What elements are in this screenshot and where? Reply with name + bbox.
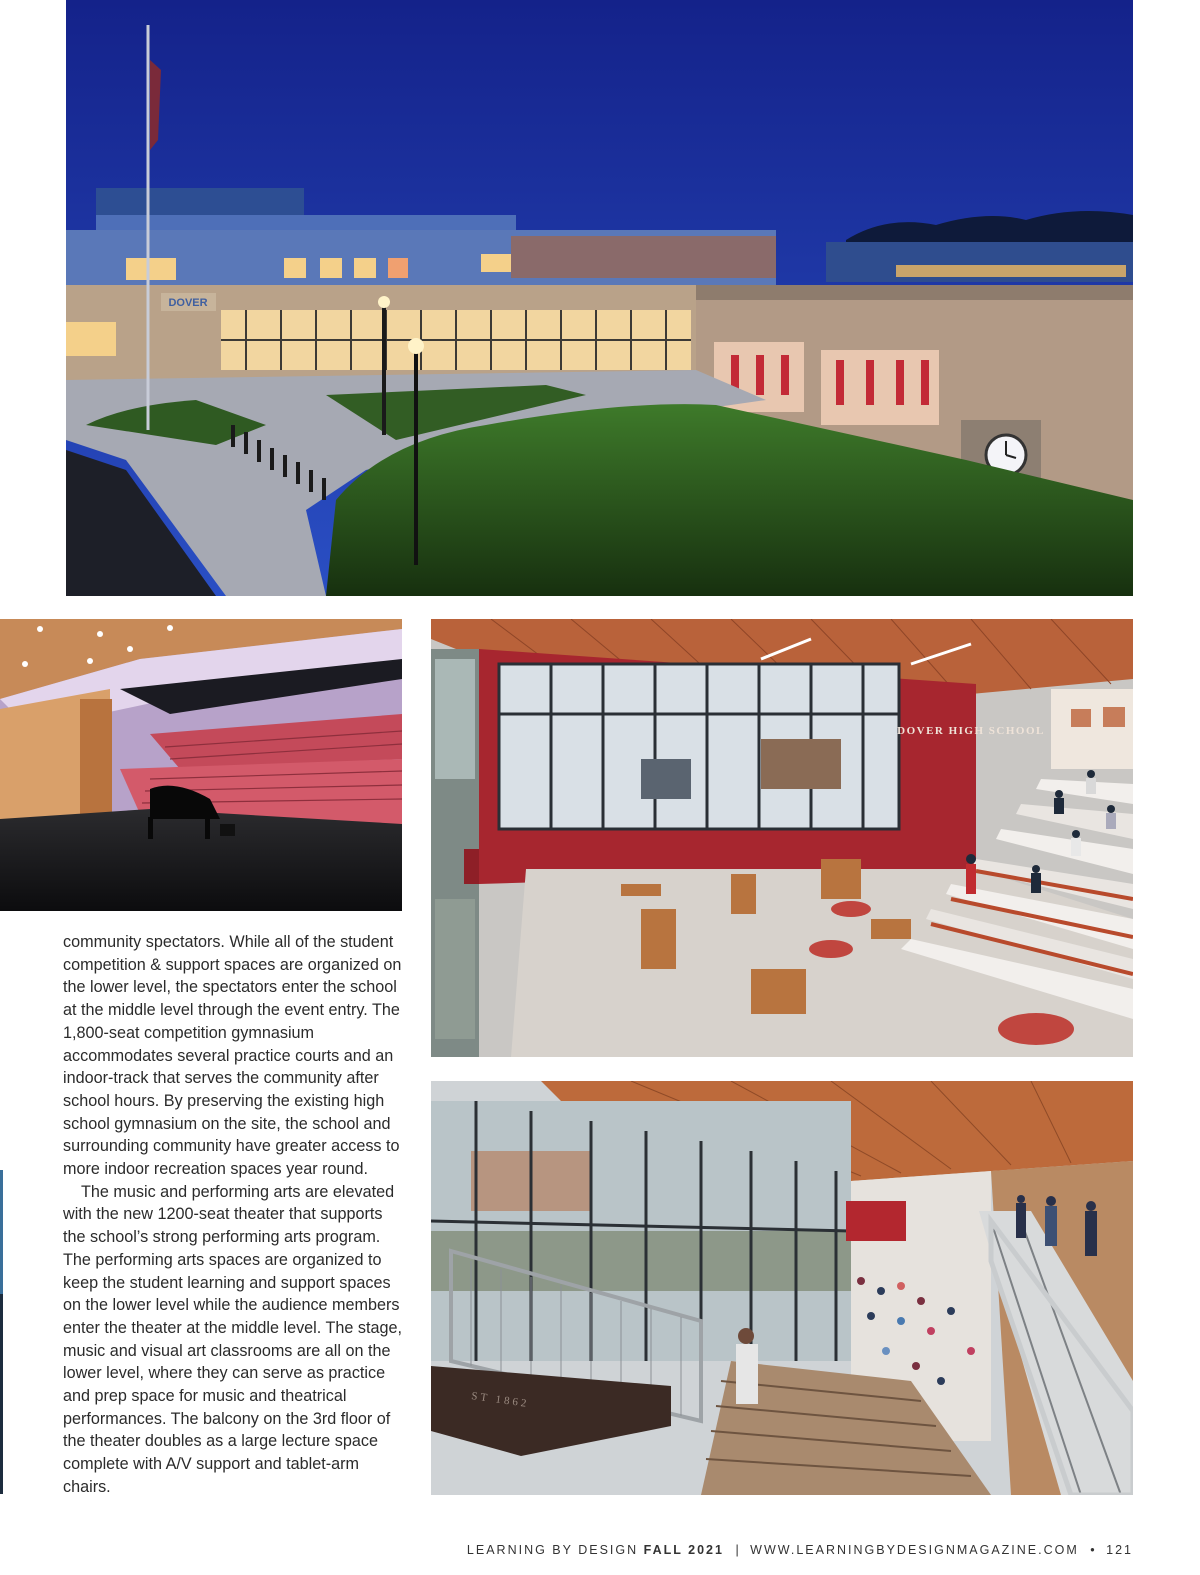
bench-inscription: ST 1862 xyxy=(470,1390,531,1411)
page-footer xyxy=(467,1543,1133,1557)
magazine-name: LEARNING BY DESIGN xyxy=(466,1543,639,1557)
facing-page-edge xyxy=(0,1294,3,1494)
article-paragraph: community spectators. While all of the student competition & support spaces are organized on the lower level, the spectators enter the school at the middle level through the event entry. The 1,800-seat competition gymnasium accommodates several practice courts and an indoor-track that serves the community after school hours. By preserving the existing high school gymnasium on the site, the school and surrounding community have greater access to more indoor recreation spaces year round. xyxy=(63,933,402,1179)
commons-cafeteria-photo xyxy=(431,619,1133,1057)
school-exterior-photo xyxy=(66,0,1133,596)
dover-sign-text: DOVER xyxy=(168,297,208,309)
issue-label: FALL 2021 xyxy=(643,1543,724,1557)
article-paragraph: The music and performing arts are elevated with the new 1200-seat theater that supports the school’s strong performing arts program. The performing arts spaces are organized to keep the student learning and support spaces on the lower level while the audience members enter the theater at the middle level. The stage, music and visual art classrooms are all on the lower level, where they can serve as practice and prep space for music and theatrical performances. The balcony on the 3rd floor of the theater doubles as a large lecture space complete with A/V support and tablet-arm chairs. xyxy=(63,1182,402,1496)
theater-photo xyxy=(0,619,402,911)
article-body xyxy=(63,931,408,1499)
footer-bullet: • xyxy=(1090,1543,1095,1557)
website-link[interactable]: WWW.LEARNINGBYDESIGNMAGAZINE.COM xyxy=(750,1543,1079,1557)
page-number: 121 xyxy=(1106,1543,1133,1557)
dover-high-school-wall-sign: DOVER HIGH SCHOOL xyxy=(897,725,1045,737)
footer-separator: | xyxy=(735,1543,739,1557)
facing-page-edge xyxy=(0,1170,3,1294)
atrium-stair-photo xyxy=(431,1081,1133,1495)
